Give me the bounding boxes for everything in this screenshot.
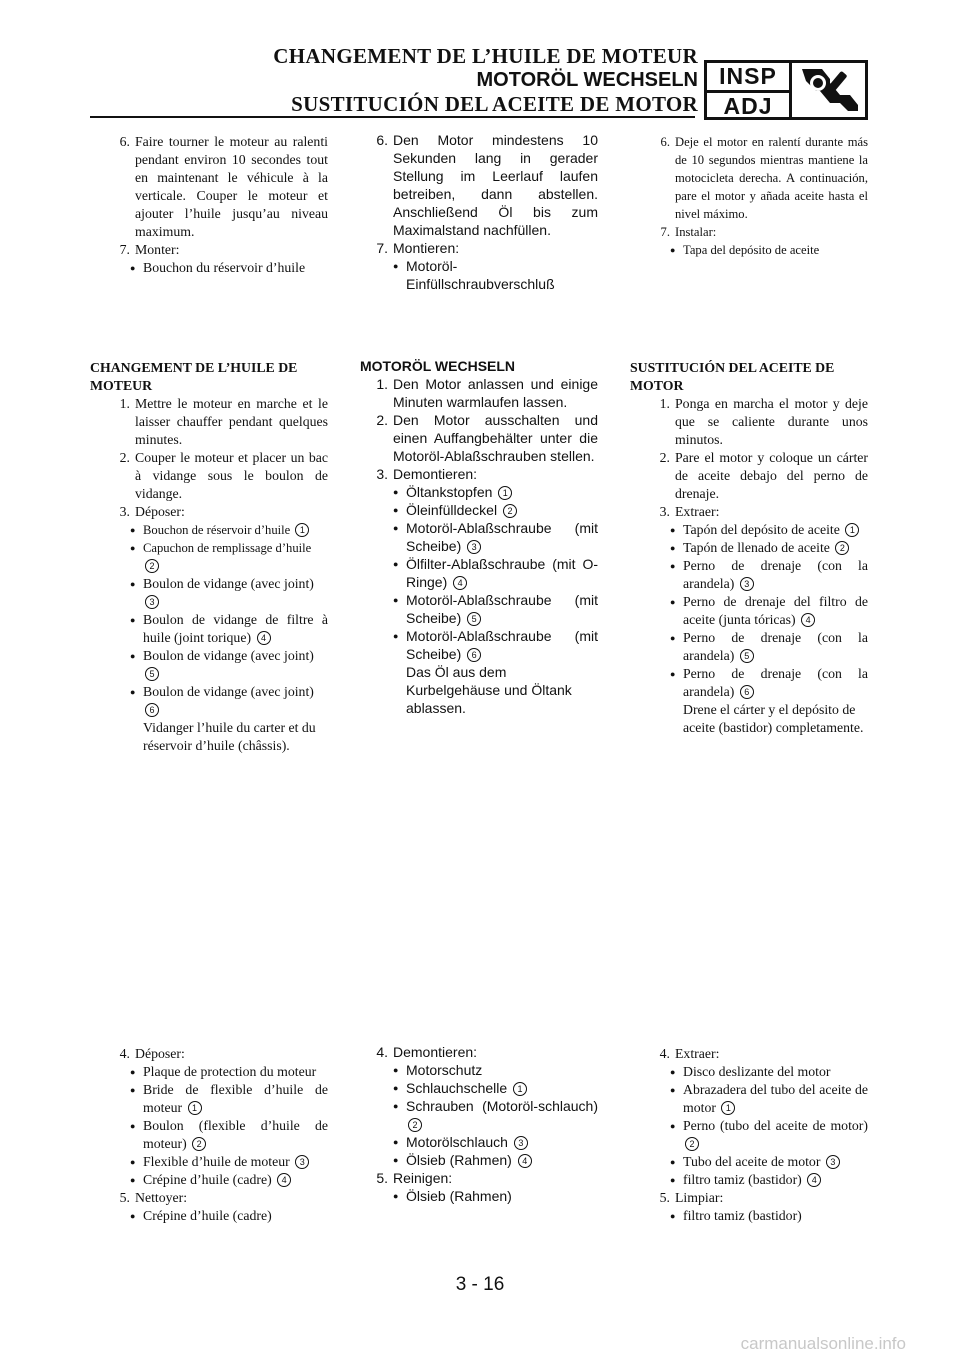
step-text: Reinigen: (393, 1170, 453, 1186)
step-text: Monter: (135, 242, 180, 257)
wrench-tool-icon (792, 63, 865, 117)
bullet-text: Motoröl-Ablaßschraube (mit Scheibe) (406, 628, 598, 662)
bullet-text: Crépine d’huile (cadre) (143, 1208, 272, 1223)
bullet: ● (130, 1211, 136, 1221)
step-number: 5. (376, 1170, 388, 1186)
callout-number: 1 (845, 523, 859, 537)
es-top-block (630, 133, 868, 259)
bullet-text: Boulon de vidange (avec joint) (143, 648, 314, 663)
bullet-text: Schlauchschelle (406, 1080, 508, 1096)
bullet-text: Ölfilter-Ablaßschraube (mit O-Ringe) (406, 556, 598, 590)
step-number: 1. (119, 396, 130, 411)
step-text: Couper le moteur et placer un bac à vidange sous le boulon de vidange. (135, 450, 328, 501)
bullet-text: Abrazadera del tubo del aceite de motor (683, 1082, 868, 1115)
step-text: Instalar: (675, 225, 717, 239)
bullet: ● (670, 633, 676, 643)
es-mid-block (630, 359, 868, 737)
header-rule (90, 116, 695, 118)
callout-number: 1 (513, 1082, 527, 1096)
bullet-text: Perno de drenaje (con la arandela) (683, 558, 868, 591)
step-number: 2. (376, 412, 388, 428)
step-text: Ponga en marcha el motor y deje que se caliente durante unos minutos. (675, 396, 868, 447)
step-text: Den Motor ausschalten und einen Auffangbehälter unter die Motoröl-Ablaßschrauben stellen. (393, 412, 598, 464)
callout-number: 2 (408, 1118, 422, 1132)
step-number: 6. (119, 134, 130, 149)
callout-number: 2 (835, 541, 849, 555)
note-text: Vidanger l’huile du carter et du réservoir d’huile (châssis). (143, 720, 316, 753)
bullet-text: Öleinfülldeckel (406, 502, 498, 518)
callout-number: 1 (295, 523, 309, 537)
bullet-text: Capuchon de remplissage d’huile (143, 541, 312, 555)
step-number: 6. (660, 135, 670, 149)
bullet-text: Motorölschlauch (406, 1134, 508, 1150)
watermark: carmanualsonline.info (740, 1334, 906, 1353)
step-text: Nettoyer: (135, 1190, 188, 1205)
bullet: ● (670, 543, 676, 553)
step-text: Faire tourner le moteur au ralenti pendant environ 10 secondes tout en maintenant le véhicule à la verticale. Couper le moteur et ajouter l’huile jusqu’au niveau maximum. (135, 134, 328, 239)
badge-adj-label: ADJ (707, 90, 789, 120)
de-mid-block (360, 357, 598, 717)
callout-number: 4 (518, 1154, 532, 1168)
callout-number: 4 (801, 613, 815, 627)
fr-top-block (90, 133, 328, 277)
bullet-text: Crépine d’huile (cadre) (143, 1172, 272, 1187)
step-number: 5. (119, 1190, 130, 1205)
bullet: ● (130, 1157, 136, 1167)
callout-number: 3 (145, 595, 159, 609)
bullet-text: Perno de drenaje del filtro de aceite (junta tóricas) (683, 594, 868, 627)
bullet: ● (130, 525, 136, 535)
callout-number: 1 (721, 1101, 735, 1115)
bullet-text: Bouchon de réservoir d’huile (143, 523, 291, 537)
bullet-text: Perno de drenaje (con la arandela) (683, 630, 868, 663)
bullet: ● (670, 1121, 676, 1131)
bullet: ● (670, 669, 676, 679)
bullet-text: filtro tamiz (bastidor) (683, 1172, 802, 1187)
bullet-text: Schrauben (Motoröl-schlauch) (406, 1098, 598, 1114)
bullet-text: Boulon de vidange (avec joint) (143, 576, 314, 591)
callout-number: 4 (257, 631, 271, 645)
bullet-text: Bride de flexible d’huile de moteur (143, 1082, 328, 1115)
bullet-text: Motorschutz (406, 1062, 483, 1078)
step-text: Deje el motor en ralentí durante más de 10 segundos mientras mantiene la motocicleta derecha. A continuación, pare el motor y añada aceite hasta el nivel máximo. (675, 135, 868, 221)
step-text: Demontieren: (393, 466, 478, 482)
step-number: 1. (659, 396, 670, 411)
bullet-text: Perno (tubo del aceite de motor) (683, 1118, 868, 1133)
page-number: 3 - 16 (455, 1274, 505, 1295)
page-header (273, 44, 698, 116)
step-number: 4. (659, 1046, 670, 1061)
header-title-es: SUSTITUCIÓN DEL ACEITE DE MOTOR (291, 92, 698, 116)
bullet: ● (130, 1121, 136, 1131)
bullet-text: Tubo del aceite de motor (683, 1154, 821, 1169)
bullet: ● (670, 1175, 676, 1185)
bullet: ● (130, 615, 136, 625)
note-text: Das Öl aus dem Kurbelgehäuse und Öltank ablassen. (406, 664, 572, 716)
callout-number: 5 (145, 667, 159, 681)
bullet: ● (393, 559, 399, 569)
badge-insp-label: INSP (719, 63, 777, 89)
header-title-de: MOTORÖL WECHSELN (476, 69, 698, 91)
bullet-text: Bouchon du réservoir d’huile (143, 260, 306, 275)
callout-number: 4 (277, 1173, 291, 1187)
callout-number: 2 (192, 1137, 206, 1151)
bullet: ● (670, 245, 676, 255)
bullet-text: Boulon de vidange (avec joint) (143, 684, 314, 699)
step-number: 7. (660, 225, 670, 239)
step-number: 4. (376, 1044, 388, 1060)
bullet: ● (130, 1067, 136, 1077)
bullet-text: Ölsieb (Rahmen) (406, 1152, 512, 1168)
step-number: 1. (376, 376, 388, 392)
fr-mid-block (90, 359, 328, 755)
bullet-text: Boulon de vidange de filtre à huile (joint torique) (143, 612, 328, 645)
step-text: Mettre le moteur en marche et le laisser chauffer pendant quelques minutes. (135, 396, 328, 447)
bullet: ● (393, 1191, 399, 1201)
bullet: ● (130, 1085, 136, 1095)
step-number: 3. (659, 504, 670, 519)
bullet: ● (670, 1067, 676, 1077)
bullet: ● (670, 1211, 676, 1221)
bullet: ● (393, 1083, 399, 1093)
bullet-text: Disco deslizante del motor (683, 1064, 831, 1079)
step-number: 7. (376, 240, 388, 256)
section-title-fr: CHANGEMENT DE L’HUILE DE MOTEUR (90, 360, 298, 393)
bullet-text: Motoröl-Einfüllschraubverschluß (406, 258, 555, 292)
step-number: 6. (376, 132, 388, 148)
bullet-text: filtro tamiz (bastidor) (683, 1208, 802, 1223)
callout-number: 5 (740, 649, 754, 663)
step-text: Déposer: (135, 1046, 185, 1061)
bullet: ● (670, 525, 676, 535)
bullet: ● (393, 595, 399, 605)
step-text: Limpiar: (675, 1190, 724, 1205)
callout-number: 2 (145, 559, 159, 573)
callout-number: 2 (503, 504, 517, 518)
bullet-text: Perno de drenaje (con la arandela) (683, 666, 868, 699)
step-text: Pare el motor y coloque un cárter de aceite debajo del perno de drenaje. (675, 450, 868, 501)
bullet: ● (393, 1137, 399, 1147)
callout-number: 3 (295, 1155, 309, 1169)
callout-number: 1 (498, 486, 512, 500)
step-text: Demontieren: (393, 1044, 478, 1060)
bullet: ● (393, 1065, 399, 1075)
bullet: ● (393, 505, 399, 515)
step-text: Den Motor anlassen und einige Minuten warmlaufen lassen. (393, 376, 598, 410)
de-top-block (360, 131, 598, 293)
bullet: ● (130, 687, 136, 697)
callout-number: 6 (145, 703, 159, 717)
callout-number: 5 (467, 612, 481, 626)
step-number: 4. (119, 1046, 130, 1061)
bullet: ● (130, 651, 136, 661)
step-text: Extraer: (675, 1046, 720, 1061)
bullet: ● (393, 261, 399, 271)
fr-bottom-block (90, 1045, 328, 1225)
bullet-text: Öltankstopfen (406, 484, 493, 500)
bullet: ● (670, 1157, 676, 1167)
bullet-text: Tapa del depósito de aceite (683, 243, 820, 257)
bullet-text: Plaque de protection du moteur (143, 1064, 317, 1079)
callout-number: 6 (740, 685, 754, 699)
de-bottom-block (360, 1043, 598, 1205)
bullet: ● (130, 543, 136, 553)
callout-number: 4 (453, 576, 467, 590)
bullet: ● (130, 1175, 136, 1185)
step-text: Montieren: (393, 240, 460, 256)
step-number: 3. (376, 466, 388, 482)
bullet-text: Flexible d’huile de moteur (143, 1154, 290, 1169)
header-title-fr: CHANGEMENT DE L’HUILE DE MOTEUR (273, 44, 698, 68)
bullet: ● (670, 1085, 676, 1095)
section-title-de: MOTORÖL WECHSELN (360, 358, 516, 374)
bullet-text: Tapón de llenado de aceite (683, 540, 830, 555)
es-bottom-block (630, 1045, 868, 1225)
callout-number: 3 (467, 540, 481, 554)
step-number: 3. (119, 504, 130, 519)
callout-number: 3 (740, 577, 754, 591)
bullet: ● (393, 631, 399, 641)
bullet: ● (393, 487, 399, 497)
callout-number: 2 (685, 1137, 699, 1151)
callout-number: 3 (826, 1155, 840, 1169)
callout-number: 1 (188, 1101, 202, 1115)
step-number: 5. (659, 1190, 670, 1205)
step-number: 2. (659, 450, 670, 465)
section-title-es: SUSTITUCIÓN DEL ACEITE DE MOTOR (630, 360, 835, 393)
bullet-text: Motoröl-Ablaßschraube (mit Scheibe) (406, 592, 598, 626)
bullet-text: Tapón del depósito de aceite (683, 522, 840, 537)
bullet: ● (393, 523, 399, 533)
bullet: ● (670, 597, 676, 607)
bullet: ● (130, 579, 136, 589)
callout-number: 6 (467, 648, 481, 662)
callout-number: 3 (514, 1136, 528, 1150)
step-text: Déposer: (135, 504, 185, 519)
step-number: 7. (119, 242, 130, 257)
step-text: Extraer: (675, 504, 720, 519)
note-text: Drene el cárter y el depósito de aceite (bastidor) completamente. (683, 702, 864, 735)
bullet: ● (130, 263, 136, 273)
bullet-text: Ölsieb (Rahmen) (406, 1188, 512, 1204)
callout-number: 4 (807, 1173, 821, 1187)
bullet: ● (393, 1101, 399, 1111)
step-number: 2. (119, 450, 130, 465)
bullet: ● (393, 1155, 399, 1165)
bullet: ● (670, 561, 676, 571)
step-text: Den Motor mindestens 10 Sekunden lang in gerader Stellung im Leerlauf laufen betreiben, dann abstellen. Anschließend Öl bis zum Maximalstand nachfüllen. (393, 132, 598, 238)
bullet-text: Boulon (flexible d’huile de moteur) (143, 1118, 328, 1151)
insp-adj-badge (704, 60, 868, 120)
bullet-text: Motoröl-Ablaßschraube (mit Scheibe) (406, 520, 598, 554)
